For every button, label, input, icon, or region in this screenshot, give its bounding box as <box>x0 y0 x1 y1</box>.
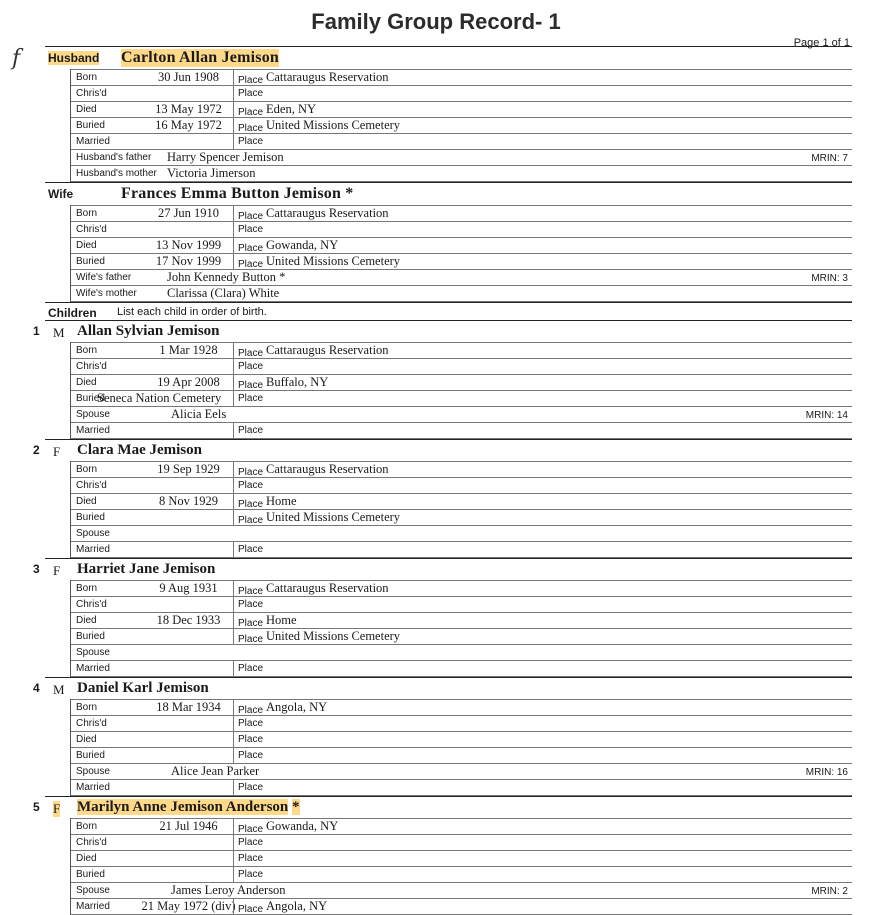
born-label: Born <box>76 464 98 475</box>
place-label: Place <box>238 75 264 86</box>
buried-date: 16 May 1972 <box>155 118 222 132</box>
buried-label: Buried <box>76 631 105 642</box>
chrisd-place-cell <box>233 716 263 731</box>
spouse-label: Spouse <box>76 766 110 777</box>
spouse-label: Spouse <box>76 409 110 420</box>
born-date: 1 Mar 1928 <box>159 343 218 357</box>
mrin-label: MRIN: 7 <box>811 153 848 164</box>
place-label: Place <box>238 586 264 597</box>
child-spouse-row <box>71 406 852 422</box>
place-label: Place <box>238 750 264 761</box>
died-label: Died <box>76 104 97 115</box>
place-label: Place <box>238 599 264 610</box>
married-place-cell <box>233 542 263 557</box>
born-place: Cattaraugus Reservation <box>266 343 389 357</box>
child-buried-row <box>71 628 852 644</box>
chrisd-label: Chris'd <box>76 599 107 610</box>
wife-chrisd-row <box>71 221 852 237</box>
child-details <box>70 342 852 439</box>
married-label: Married <box>76 544 110 555</box>
child-married-row <box>71 898 852 915</box>
husband-label: Husband <box>48 51 100 65</box>
married-label: Married <box>76 901 110 912</box>
child-name: Daniel Karl Jemison <box>77 680 209 696</box>
page-number: Page 1 of 1 <box>793 37 850 49</box>
spouse-label: Spouse <box>76 885 110 896</box>
buried-place-cell <box>233 118 400 133</box>
place-label: Place <box>238 259 264 270</box>
father-name: Harry Spencer Jemison <box>167 150 284 164</box>
died-date: 18 Dec 1933 <box>156 613 221 627</box>
died-date: 13 Nov 1999 <box>155 238 222 252</box>
margin-mark: f <box>12 46 21 71</box>
born-label: Born <box>76 208 98 219</box>
child-name: Harriet Jane Jemison <box>77 561 216 577</box>
father-name: John Kennedy Button * <box>167 270 286 284</box>
died-place-cell <box>233 494 297 509</box>
child-chrisd-row <box>71 477 852 493</box>
mrin-label: MRIN: 16 <box>805 767 848 778</box>
born-place-cell <box>233 206 389 221</box>
chrisd-place-cell <box>233 86 263 101</box>
mrin-label: MRIN: 14 <box>805 410 848 421</box>
child-header <box>33 677 852 699</box>
place-label: Place <box>238 734 264 745</box>
born-date: 27 Jun 1910 <box>157 206 220 220</box>
born-place: Angola, NY <box>266 700 328 714</box>
place-label: Place <box>238 107 264 118</box>
child-died-row <box>71 731 852 747</box>
place-label: Place <box>238 718 264 729</box>
died-date: 19 Apr 2008 <box>157 375 220 389</box>
husband-name: Carlton Allan Jemison <box>121 49 279 66</box>
mother-name: Victoria Jimerson <box>167 166 256 180</box>
born-label: Born <box>76 821 98 832</box>
born-place: Cattaraugus Reservation <box>266 581 389 595</box>
died-label: Died <box>76 853 97 864</box>
chrisd-label: Chris'd <box>76 480 107 491</box>
place-label: Place <box>238 88 264 99</box>
child-number: 3 <box>33 562 40 576</box>
married-label: Married <box>76 425 110 436</box>
child-died-row <box>71 374 852 390</box>
child-married-row <box>71 422 852 439</box>
place-label: Place <box>238 705 264 716</box>
place-label: Place <box>238 869 264 880</box>
children-header <box>45 302 852 320</box>
buried-place: United Missions Cemetery <box>266 254 401 268</box>
married-place-cell <box>233 780 263 795</box>
buried-place-cell <box>233 510 400 525</box>
chrisd-place-cell <box>233 222 263 237</box>
child-sex: M <box>53 325 65 340</box>
born-date: 19 Sep 1929 <box>157 462 220 476</box>
husband-father-row <box>71 149 852 165</box>
child-born-row <box>71 580 852 596</box>
married-place-cell <box>233 134 263 149</box>
died-place-cell <box>233 375 328 390</box>
husband-born-row <box>71 69 852 85</box>
wife-mother-row <box>71 285 852 302</box>
wife-details <box>70 205 852 302</box>
born-place: Cattaraugus Reservation <box>266 70 389 84</box>
buried-place: United Missions Cemetery <box>266 510 401 524</box>
died-label: Died <box>76 615 97 626</box>
born-date: 9 Aug 1931 <box>159 581 218 595</box>
husband-mother-row <box>71 165 852 182</box>
child-number: 1 <box>33 324 40 338</box>
chrisd-label: Chris'd <box>76 224 107 235</box>
child-spouse-row <box>71 644 852 660</box>
died-label: Died <box>76 496 97 507</box>
buried-place: United Missions Cemetery <box>266 118 401 132</box>
place-label: Place <box>238 853 264 864</box>
child-born-row <box>71 699 852 715</box>
spouse-name: James Leroy Anderson <box>171 883 286 897</box>
died-label: Died <box>76 377 97 388</box>
died-place: Buffalo, NY <box>266 375 329 389</box>
married-label: Married <box>76 663 110 674</box>
husband-died-row <box>71 101 852 117</box>
place-label: Place <box>238 480 264 491</box>
place-label: Place <box>238 499 264 510</box>
died-place: Gowanda, NY <box>266 238 339 252</box>
child-sex: F <box>53 563 61 578</box>
child-buried-row <box>71 866 852 882</box>
place-label: Place <box>238 467 264 478</box>
child-header <box>33 320 852 342</box>
chrisd-label: Chris'd <box>76 837 107 848</box>
died-place-cell <box>233 102 316 117</box>
died-date: 8 Nov 1929 <box>158 494 219 508</box>
spouse-label: Spouse <box>76 528 110 539</box>
child-died-row <box>71 850 852 866</box>
child-header <box>33 796 852 818</box>
child-born-row <box>71 342 852 358</box>
child-name: Marilyn Anne Jemison Anderson <box>77 799 289 815</box>
place-label: Place <box>238 634 264 645</box>
born-place-cell <box>233 819 338 834</box>
child-spouse-row <box>71 882 852 898</box>
mrin-label: MRIN: 2 <box>811 886 848 897</box>
wife-label: Wife <box>48 187 74 201</box>
child-number: 5 <box>33 800 40 814</box>
married-date: 21 May 1972 (div) <box>141 899 236 913</box>
child-chrisd-row <box>71 596 852 612</box>
husband-chrisd-row <box>71 85 852 101</box>
born-label: Born <box>76 345 98 356</box>
chrisd-place-cell <box>233 597 263 612</box>
place-label: Place <box>238 515 264 526</box>
wife-born-row <box>71 205 852 221</box>
place-label: Place <box>238 425 264 436</box>
child-spouse-row <box>71 525 852 541</box>
children-note: List each child in order of birth. <box>117 306 267 318</box>
married-place-cell <box>233 899 327 914</box>
child-died-row <box>71 612 852 628</box>
page-title: Family Group Record- 1 <box>311 9 561 34</box>
child-header <box>33 439 852 461</box>
buried-label: Buried <box>76 869 105 880</box>
died-place-cell <box>233 238 338 253</box>
place-label: Place <box>238 243 264 254</box>
child-spouse-row <box>71 763 852 779</box>
place-label: Place <box>238 380 264 391</box>
father-label: Husband's father <box>76 152 152 163</box>
husband-buried-row <box>71 117 852 133</box>
buried-place-cell <box>233 629 400 644</box>
place-label: Place <box>238 393 264 404</box>
married-place-cell <box>233 423 263 438</box>
died-place-cell <box>233 613 297 628</box>
chrisd-place-cell <box>233 835 263 850</box>
mrin-label: MRIN: 3 <box>811 273 848 284</box>
child-married-row <box>71 660 852 677</box>
child-sex: F <box>53 444 61 459</box>
place-label: Place <box>238 348 264 359</box>
buried-label: Buried <box>76 256 105 267</box>
born-place-cell <box>233 581 389 596</box>
spouse-name: Alicia Eels <box>171 407 227 421</box>
died-label: Died <box>76 240 97 251</box>
died-date: 13 May 1972 <box>155 102 222 116</box>
born-label: Born <box>76 702 98 713</box>
place-label: Place <box>238 361 264 372</box>
child-sex: F <box>53 801 61 816</box>
husband-header <box>45 46 852 69</box>
died-place-cell <box>233 732 263 747</box>
place-label: Place <box>238 824 264 835</box>
place-label: Place <box>238 211 264 222</box>
died-place: Home <box>266 494 297 508</box>
born-place: Cattaraugus Reservation <box>266 206 389 220</box>
married-label: Married <box>76 136 110 147</box>
father-label: Wife's father <box>76 272 132 283</box>
born-date: 30 Jun 1908 <box>157 70 220 84</box>
wife-name: Frances Emma Button Jemison * <box>121 185 354 202</box>
child-name: Clara Mae Jemison <box>77 442 202 458</box>
mother-label: Wife's mother <box>76 288 137 299</box>
died-label: Died <box>76 734 97 745</box>
chrisd-place-cell <box>233 478 263 493</box>
buried-place-cell <box>233 391 263 406</box>
buried-place: United Missions Cemetery <box>266 629 401 643</box>
buried-label: Buried <box>76 393 105 404</box>
child-details <box>70 818 852 915</box>
family-group-record <box>33 46 852 915</box>
wife-died-row <box>71 237 852 253</box>
mother-label: Husband's mother <box>76 168 157 179</box>
child-married-row <box>71 541 852 558</box>
buried-date: 17 Nov 1999 <box>155 254 222 268</box>
chrisd-place-cell <box>233 359 263 374</box>
buried-label: Buried <box>76 120 105 131</box>
child-buried-row <box>71 509 852 525</box>
buried-label: Buried <box>76 512 105 523</box>
child-buried-row <box>71 747 852 763</box>
born-place-cell <box>233 70 389 85</box>
chrisd-label: Chris'd <box>76 718 107 729</box>
place-label: Place <box>238 224 264 235</box>
children-label: Children <box>48 306 97 320</box>
place-label: Place <box>238 544 264 555</box>
place-label: Place <box>238 136 264 147</box>
born-place-cell <box>233 462 389 477</box>
child-married-row <box>71 779 852 796</box>
child-chrisd-row <box>71 834 852 850</box>
married-place: Angola, NY <box>266 899 328 913</box>
place-label: Place <box>238 904 264 915</box>
died-place: Home <box>266 613 297 627</box>
wife-header <box>45 182 852 205</box>
buried-place: Seneca Nation Cemetery <box>97 391 222 405</box>
buried-place-cell <box>233 254 400 269</box>
place-label: Place <box>238 123 264 134</box>
married-label: Married <box>76 782 110 793</box>
wife-father-row <box>71 269 852 285</box>
child-born-row <box>71 818 852 834</box>
husband-married-row <box>71 133 852 149</box>
married-place-cell <box>233 661 263 676</box>
child-sex: M <box>53 682 65 697</box>
wife-buried-row <box>71 253 852 269</box>
child-born-row <box>71 461 852 477</box>
husband-details <box>70 69 852 182</box>
child-chrisd-row <box>71 358 852 374</box>
child-details <box>70 461 852 558</box>
spouse-label: Spouse <box>76 647 110 658</box>
chrisd-label: Chris'd <box>76 88 107 99</box>
child-star: * <box>292 799 300 815</box>
child-number: 4 <box>33 681 40 695</box>
place-label: Place <box>238 782 264 793</box>
place-label: Place <box>238 837 264 848</box>
place-label: Place <box>238 618 264 629</box>
born-place: Cattaraugus Reservation <box>266 462 389 476</box>
born-place: Gowanda, NY <box>266 819 339 833</box>
born-label: Born <box>76 583 98 594</box>
child-buried-row <box>71 390 852 406</box>
born-label: Born <box>76 72 98 83</box>
born-place-cell <box>233 343 389 358</box>
died-place-cell <box>233 851 263 866</box>
child-number: 2 <box>33 443 40 457</box>
born-date: 21 Jul 1946 <box>159 819 218 833</box>
spouse-name: Alice Jean Parker <box>171 764 260 778</box>
born-date: 18 Mar 1934 <box>156 700 221 714</box>
child-name: Allan Sylvian Jemison <box>77 323 220 339</box>
child-details <box>70 699 852 796</box>
child-chrisd-row <box>71 715 852 731</box>
died-place: Eden, NY <box>266 102 317 116</box>
buried-place-cell <box>233 748 263 763</box>
chrisd-label: Chris'd <box>76 361 107 372</box>
child-details <box>70 580 852 677</box>
child-died-row <box>71 493 852 509</box>
buried-place-cell <box>233 867 263 882</box>
child-name-wrap <box>77 799 300 816</box>
born-place-cell <box>233 700 327 715</box>
mother-name: Clarissa (Clara) White <box>167 286 280 300</box>
child-header <box>33 558 852 580</box>
place-label: Place <box>238 663 264 674</box>
buried-label: Buried <box>76 750 105 761</box>
